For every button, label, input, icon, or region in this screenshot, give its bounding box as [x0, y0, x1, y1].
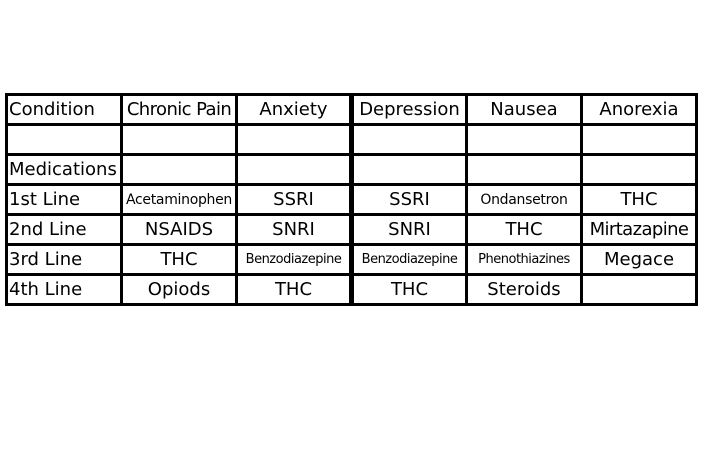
table-cell: Mirtazapine: [582, 215, 697, 245]
table-cell: THC: [582, 185, 697, 215]
header-row: [7, 95, 697, 125]
table-row: [7, 215, 697, 245]
table-cell: Opiods: [122, 275, 237, 305]
table-cell: Steroids: [467, 275, 582, 305]
header-anorexia: Anorexia: [582, 95, 697, 125]
table-cell: THC: [237, 275, 352, 305]
table-row: [7, 185, 697, 215]
row-label-3rd-line: 3rd Line: [7, 245, 122, 275]
table-cell: [237, 155, 352, 185]
table-cell: [7, 125, 122, 155]
table-cell: SNRI: [352, 215, 467, 245]
table-cell: Acetaminophen: [122, 185, 237, 215]
header-nausea: Nausea: [467, 95, 582, 125]
table-row: [7, 125, 697, 155]
table-cell: [237, 125, 352, 155]
table-cell: [352, 125, 467, 155]
table-cell: Phenothiazines: [467, 245, 582, 275]
table-cell: [467, 155, 582, 185]
header-depression: Depression: [352, 95, 467, 125]
header-chronic-pain: Chronic Pain: [122, 95, 237, 125]
table-row: [7, 245, 697, 275]
table-cell: THC: [467, 215, 582, 245]
table-cell: [582, 275, 697, 305]
table-cell: [122, 155, 237, 185]
table-cell: SSRI: [352, 185, 467, 215]
table-cell: [352, 155, 467, 185]
table-cell: [467, 125, 582, 155]
table-cell: Ondansetron: [467, 185, 582, 215]
row-label-1st-line: 1st Line: [7, 185, 122, 215]
table-cell: SNRI: [237, 215, 352, 245]
medication-table: [5, 93, 698, 306]
table-cell: NSAIDS: [122, 215, 237, 245]
table-cell: Benzodiazepine: [352, 245, 467, 275]
row-label-medications: Medications: [7, 155, 122, 185]
table-row: [7, 155, 697, 185]
table-cell: [582, 125, 697, 155]
header-anxiety: Anxiety: [237, 95, 352, 125]
table-cell: [582, 155, 697, 185]
table-cell: THC: [122, 245, 237, 275]
table-row: [7, 275, 697, 305]
row-label-4th-line: 4th Line: [7, 275, 122, 305]
table-cell: Benzodiazepine: [237, 245, 352, 275]
table-cell: SSRI: [237, 185, 352, 215]
table-cell: Megace: [582, 245, 697, 275]
table-cell: THC: [352, 275, 467, 305]
row-label-2nd-line: 2nd Line: [7, 215, 122, 245]
table-cell: [122, 125, 237, 155]
header-condition: Condition: [7, 95, 122, 125]
